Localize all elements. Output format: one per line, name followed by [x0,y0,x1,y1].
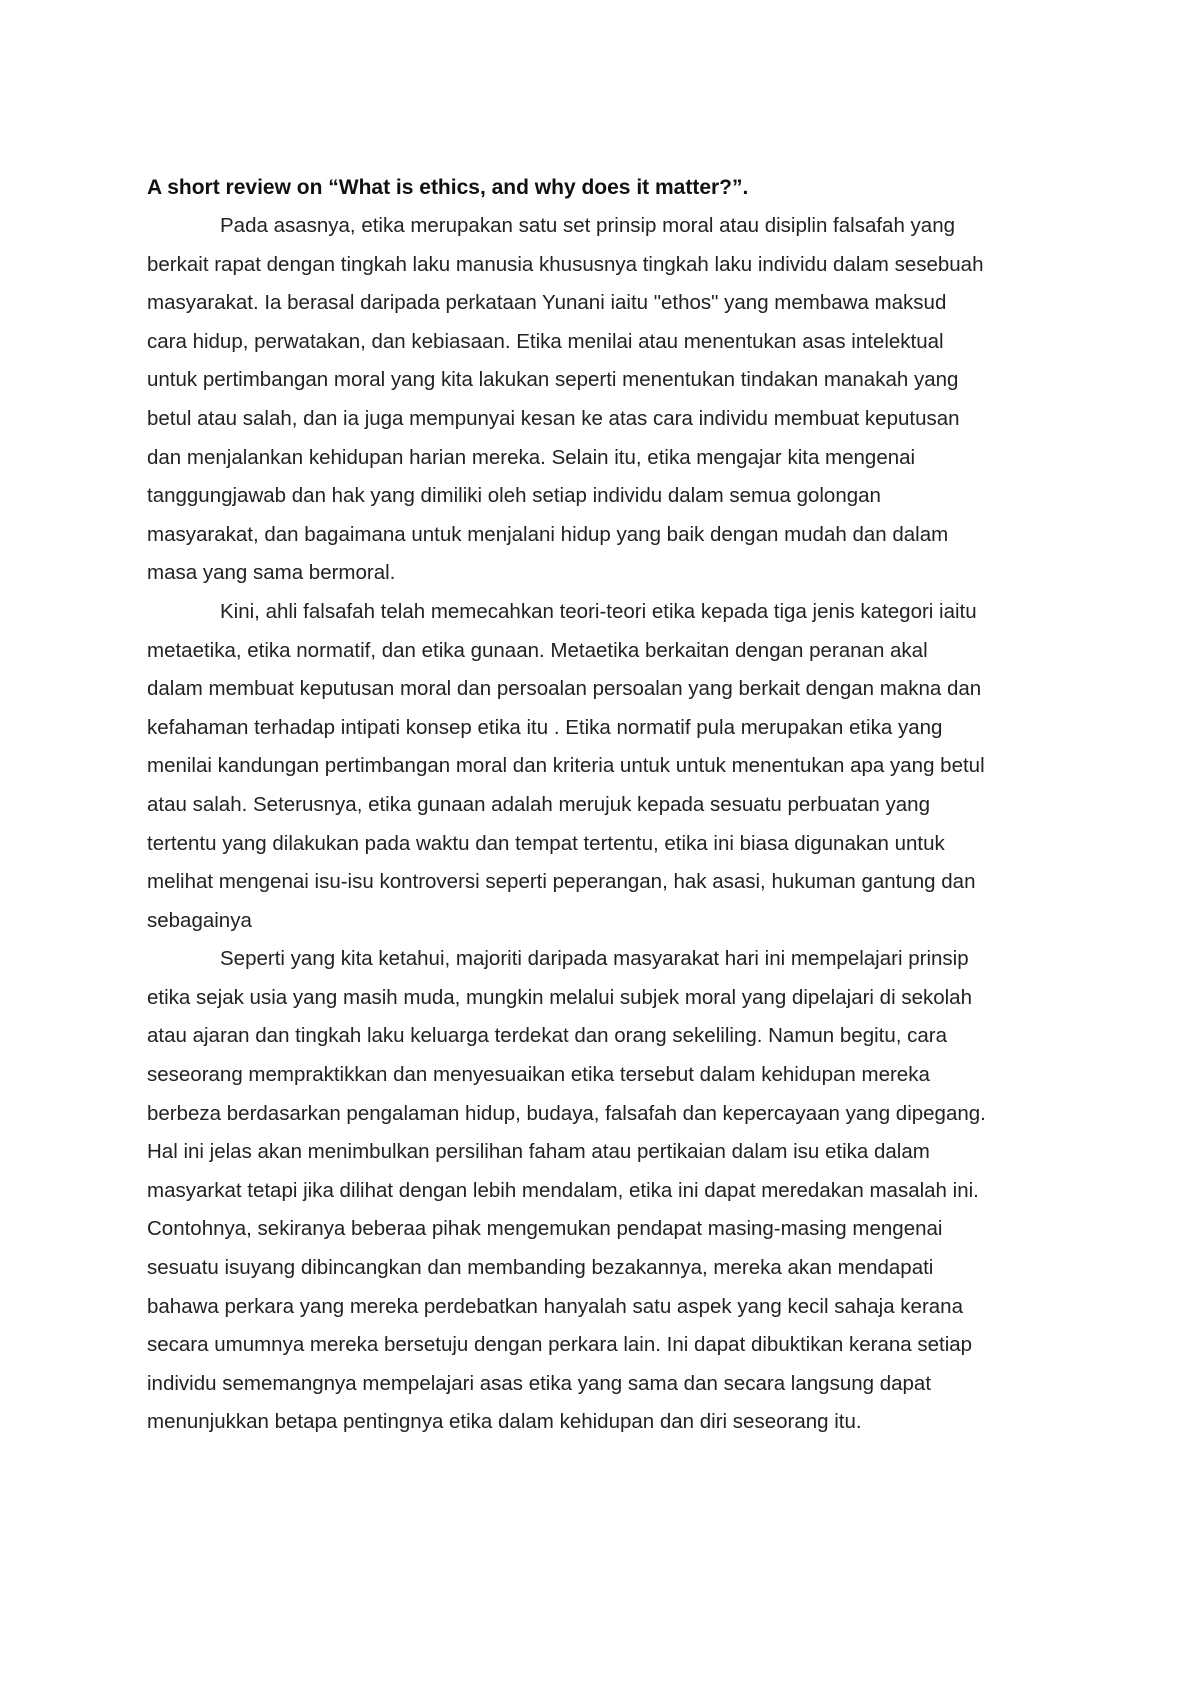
paragraph-line: berbeza berdasarkan pengalaman hidup, budaya, falsafah dan kepercayaan yang dipegang. [147,1101,986,1125]
paragraph-line: etika sejak usia yang masih muda, mungkin melalui subjek moral yang dipelajari di sekolah [147,985,972,1009]
paragraph-line: untuk pertimbangan moral yang kita lakukan seperti menentukan tindakan manakah yang [147,368,959,392]
paragraph-line: betul atau salah, dan ia juga mempunyai kesan ke atas cara individu membuat keputusan [147,406,960,430]
paragraph-line: Seperti yang kita ketahui, majoriti daripada masyarakat hari ini mempelajari prinsip [220,947,969,971]
paragraph-line: Pada asasnya, etika merupakan satu set prinsip moral atau disiplin falsafah yang [220,214,956,237]
paragraph-line: masyarakat, dan bagaimana untuk menjalani hidup yang baik dengan mudah dan dalam [147,522,949,546]
paragraph-line: Kini, ahli falsafah telah memecahkan teori-teori etika kepada tiga jenis kategori iaitu [220,599,977,623]
document-body [147,169,1077,1442]
paragraph-3 [147,940,1077,1442]
paragraph-line: menunjukkan betapa pentingnya etika dalam kehidupan dan diri seseorang itu. [147,1410,862,1434]
document-title: A short review on “What is ethics, and why does it matter?”. [147,176,749,199]
paragraph-line: melihat mengenai isu-isu kontroversi seperti peperangan, hak asasi, hukuman gantung dan [147,870,976,894]
paragraph-1 [147,207,1077,593]
paragraph-line: sebagainya [147,908,252,932]
paragraph-line: dalam membuat keputusan moral dan persoalan persoalan yang berkait dengan makna dan [147,677,982,701]
paragraph-line: menilai kandungan pertimbangan moral dan kriteria untuk untuk menentukan apa yang betul [147,754,985,778]
paragraph-line: kefahaman terhadap intipati konsep etika itu . Etika normatif pula merupakan etika yang [147,715,943,739]
paragraph-line: individu sememangnya mempelajari asas etika yang sama dan secara langsung dapat [147,1371,932,1395]
paragraph-line: seseorang mempraktikkan dan menyesuaikan etika tersebut dalam kehidupan mereka [147,1063,930,1087]
paragraph-line: masa yang sama bermoral. [147,561,396,585]
paragraph-line: secara umumnya mereka bersetuju dengan perkara lain. Ini dapat dibuktikan kerana setiap [147,1333,973,1357]
paragraph-line: Contohnya, sekiranya beberaa pihak mengemukan pendapat masing-masing mengenai [147,1217,943,1241]
paragraph-line: cara hidup, perwatakan, dan kebiasaan. Etika menilai atau menentukan asas intelektual [147,329,944,353]
paragraph-line: Hal ini jelas akan menimbulkan persilihan faham atau pertikaian dalam isu etika dalam [147,1140,930,1164]
paragraph-line: metaetika, etika normatif, dan etika gunaan. Metaetika berkaitan dengan peranan akal [147,638,928,662]
paragraph-line: atau salah. Seterusnya, etika gunaan adalah merujuk kepada sesuatu perbuatan yang [147,792,930,816]
paragraph-line: masyarakat. Ia berasal daripada perkataan Yunani iaitu "ethos" yang membawa maksud [147,291,947,315]
paragraph-line: bahawa perkara yang mereka perdebatkan hanyalah satu aspek yang kecil sahaja kerana [147,1294,963,1318]
paragraph-line: berkait rapat dengan tingkah laku manusia khususnya tingkah laku individu dalam sesebuah [147,252,984,276]
paragraph-line: masyarkat tetapi jika dilihat dengan lebih mendalam, etika ini dapat meredakan masalah ini. [147,1178,979,1202]
paragraph-2 [147,593,1077,940]
paragraph-line: tertentu yang dilakukan pada waktu dan tempat tertentu, etika ini biasa digunakan untuk [147,831,945,855]
paragraph-line: sesuatu isuyang dibincangkan dan membanding bezakannya, mereka akan mendapati [147,1256,934,1280]
paragraph-line: tanggungjawab dan hak yang dimiliki oleh setiap individu dalam semua golongan [147,484,881,508]
paragraph-line: dan menjalankan kehidupan harian mereka. Selain itu, etika mengajar kita mengenai [147,445,916,469]
paragraph-line: atau ajaran dan tingkah laku keluarga terdekat dan orang sekeliling. Namun begitu, cara [147,1024,948,1048]
